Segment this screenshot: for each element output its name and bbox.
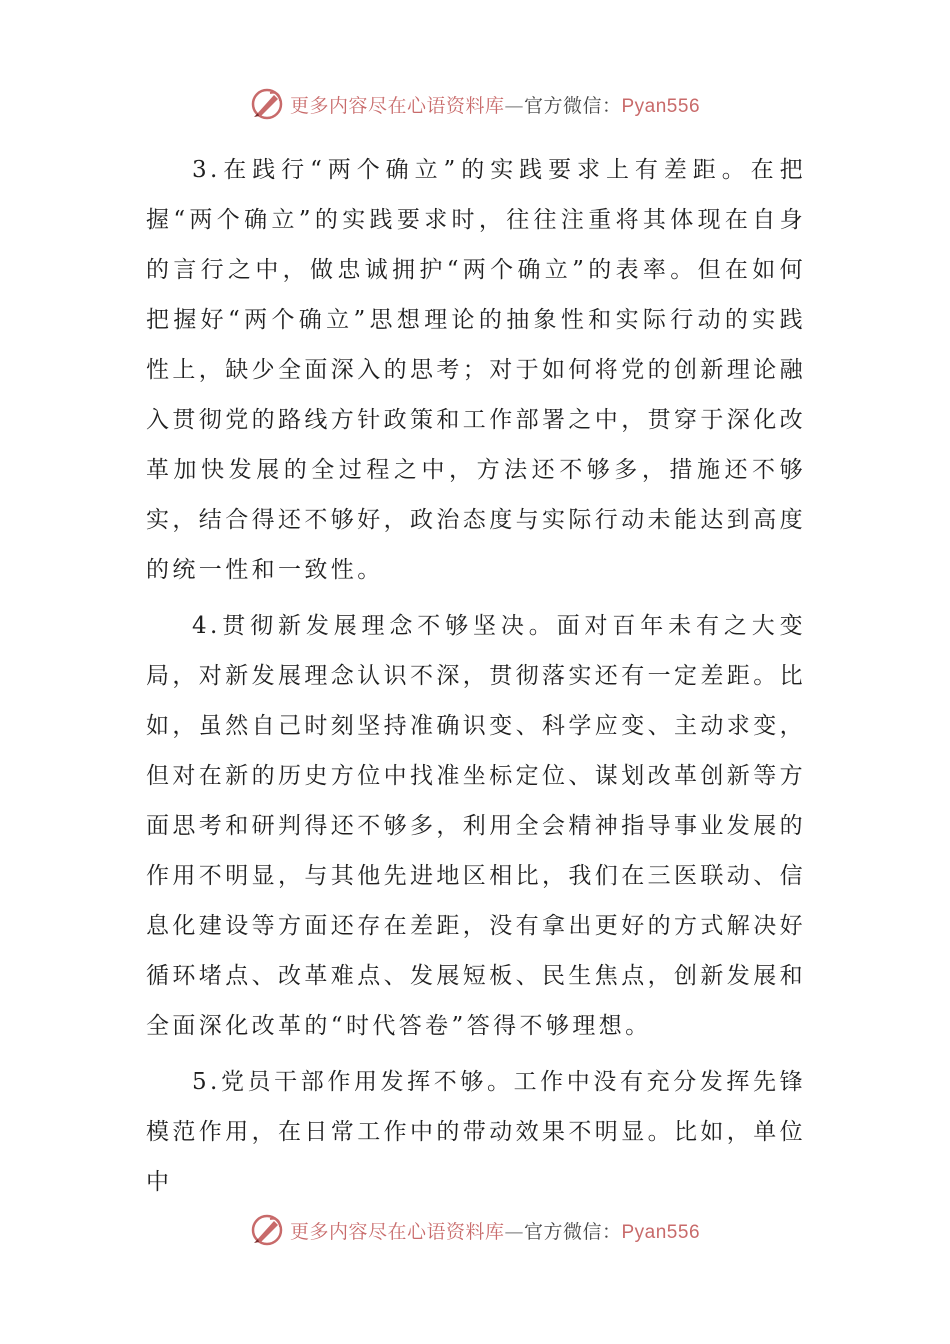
header-site-text: 更多内容尽在心语资料库: [289, 94, 505, 117]
header-banner-text: [290, 91, 700, 118]
paragraph-3: 3.在践行“两个确立”的实践要求上有差距。在把握“两个确立”的实践要求时，往往注重将其体现在自身的言行之中，做忠诚拥护“两个确立”的表率。但在如何把握好“两个确立”思想理论的抽象性和实际行动的实践性上，缺少全面深入的思考；对于如何将党的创新理论融入贯彻党的路线方针政策和工作部署之中，贯穿于深化改革加快发展的全过程之中，方法还不够多，措施还不够实，结合得还不够好，政治态度与实际行动未能达到高度的统一性和一致性。: [146, 157, 806, 583]
footer-banner-text: [290, 1217, 700, 1244]
header-weixin-label: 官方微信：: [523, 94, 622, 117]
page-footer-banner: [0, 1210, 950, 1250]
footer-account: Pyan556: [621, 1221, 701, 1243]
document-body: [146, 145, 806, 1213]
pen-nib-logo-icon: [250, 87, 284, 121]
footer-site-text: 更多内容尽在心语资料库: [289, 1220, 505, 1243]
footer-weixin-label: 官方微信：: [523, 1220, 622, 1243]
page-header-banner: [0, 84, 950, 124]
footer-dash: —: [504, 1220, 524, 1243]
header-dash: —: [504, 94, 524, 117]
paragraph-4: 4.贯彻新发展理念不够坚决。面对百年未有之大变局，对新发展理念认识不深，贯彻落实还有一定差距。比如，虽然自己时刻坚持准确识变、科学应变、主动求变，但对在新的历史方位中找准坐标定位、谋划改革创新等方面思考和研判得还不够多，利用全会精神指导事业发展的作用不明显，与其他先进地区相比，我们在三医联动、信息化建设等方面还存在差距，没有拿出更好的方式解决好循环堵点、改革难点、发展短板、民生焦点，创新发展和全面深化改革的“时代答卷”答得不够理想。: [146, 613, 806, 1039]
header-account: Pyan556: [621, 95, 701, 117]
pen-nib-logo-icon: [250, 1213, 284, 1247]
paragraph-5: 5.党员干部作用发挥不够。工作中没有充分发挥先锋模范作用，在日常工作中的带动效果不明显。比如，单位中: [146, 1069, 806, 1195]
